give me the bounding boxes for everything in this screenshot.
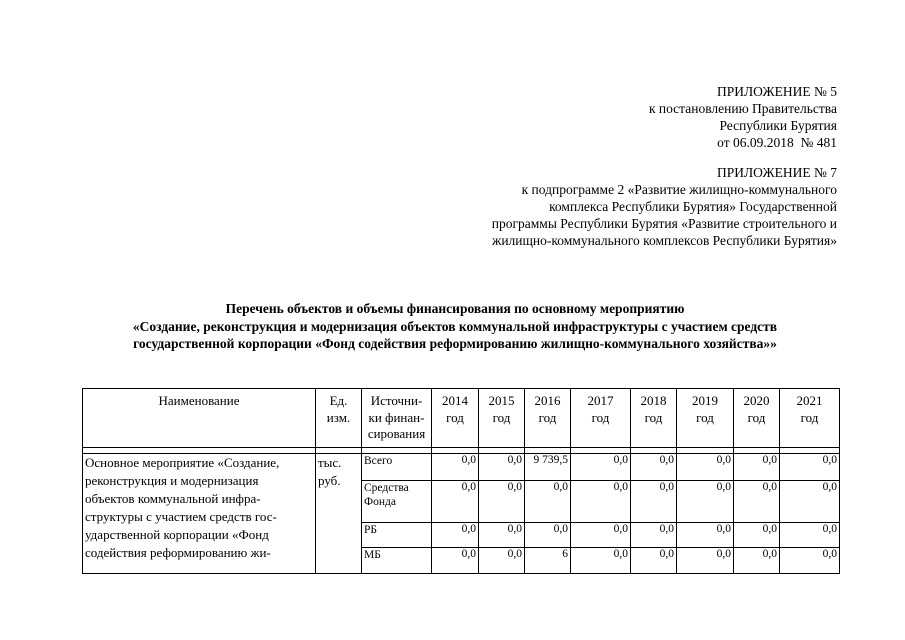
value-cell: 0,0: [631, 548, 677, 574]
header-year-2017: 2017 год: [571, 389, 631, 448]
value-cell: 0,0: [734, 523, 780, 548]
header-unit: Ед. изм.: [316, 389, 362, 448]
value-cell: 0,0: [432, 523, 479, 548]
value-cell: 0,0: [780, 454, 840, 481]
value-cell: 0,0: [479, 454, 525, 481]
document-title-line: государственной корпорации «Фонд содействия реформированию жилищно-коммунального хозяйства»»: [133, 336, 777, 351]
value-cell: 0,0: [677, 454, 734, 481]
value-cell: 0,0: [780, 548, 840, 574]
value-cell: 0,0: [571, 454, 631, 481]
appendix-7-block: [492, 164, 837, 249]
source-label-total: Всего: [362, 454, 432, 481]
value-cell: 0,0: [479, 481, 525, 523]
document-title-line: Перечень объектов и объемы финансирования по основному мероприятию: [225, 301, 685, 316]
header-name: Наименование: [83, 389, 316, 448]
header-year-2015: 2015 год: [479, 389, 525, 448]
value-cell: 0,0: [571, 481, 631, 523]
header-year-2019: 2019 год: [677, 389, 734, 448]
appendix-7-title: ПРИЛОЖЕНИЕ № 7: [716, 165, 837, 180]
value-cell: 0,0: [631, 481, 677, 523]
value-cell: 0,0: [780, 481, 840, 523]
value-cell: 0,0: [734, 548, 780, 574]
table-row: [83, 454, 840, 481]
appendix-7-line: к подпрограмме 2 «Развитие жилищно-коммунального: [521, 182, 837, 197]
value-cell: 0,0: [734, 454, 780, 481]
value-cell: 0,0: [432, 454, 479, 481]
table-header-row: [83, 389, 840, 448]
value-cell: 0,0: [734, 481, 780, 523]
source-label-rb: РБ: [362, 523, 432, 548]
appendix-7-line: жилищно-коммунального комплексов Республики Бурятия»: [492, 233, 837, 248]
appendix-7-line: комплекса Республики Бурятия» Государственной: [549, 199, 837, 214]
appendix-7-line: программы Республики Бурятия «Развитие строительного и: [491, 216, 837, 231]
value-cell: 9 739,5: [525, 454, 571, 481]
value-cell: 6: [525, 548, 571, 574]
value-cell: 0,0: [780, 523, 840, 548]
document-title: [80, 300, 830, 353]
value-cell: 0,0: [677, 523, 734, 548]
document-title-line: «Создание, реконструкция и модернизация объектов коммунальной инфраструктуры с участием средств: [132, 318, 778, 334]
header-year-2020: 2020 год: [734, 389, 780, 448]
value-cell: 0,0: [479, 523, 525, 548]
value-cell: 0,0: [571, 523, 631, 548]
source-label-fund: Средства Фонда: [362, 481, 432, 523]
source-label-mb: МБ: [362, 548, 432, 574]
appendix-5-date: от 06.09.2018 № 481: [717, 135, 837, 150]
appendix-5-line: к постановлению Правительства: [648, 101, 837, 116]
header-year-2014: 2014 год: [432, 389, 479, 448]
value-cell: 0,0: [571, 548, 631, 574]
header-year-2021: 2021 год: [780, 389, 840, 448]
row-unit-cell: тыс. руб.: [316, 454, 362, 574]
appendix-5-line: Республики Бурятия: [719, 118, 837, 133]
header-year-2016: 2016 год: [525, 389, 571, 448]
appendix-5-title: ПРИЛОЖЕНИЕ № 5: [716, 84, 837, 99]
value-cell: 0,0: [432, 548, 479, 574]
appendix-5-block: [649, 83, 837, 151]
value-cell: 0,0: [631, 454, 677, 481]
value-cell: 0,0: [631, 523, 677, 548]
header-year-2018: 2018 год: [631, 389, 677, 448]
value-cell: 0,0: [479, 548, 525, 574]
value-cell: 0,0: [525, 481, 571, 523]
row-name-cell: Основное мероприятие «Создание, реконструкция и модернизация объектов коммунальной инфра- структуры с участием средств гос- ударственной корпорации «Фонд содействия реформированию жи-: [83, 454, 316, 574]
value-cell: 0,0: [432, 481, 479, 523]
value-cell: 0,0: [677, 481, 734, 523]
value-cell: 0,0: [677, 548, 734, 574]
header-source: Источни- ки финан- сирования: [362, 389, 432, 448]
financing-table: [82, 388, 840, 574]
value-cell: 0,0: [525, 523, 571, 548]
